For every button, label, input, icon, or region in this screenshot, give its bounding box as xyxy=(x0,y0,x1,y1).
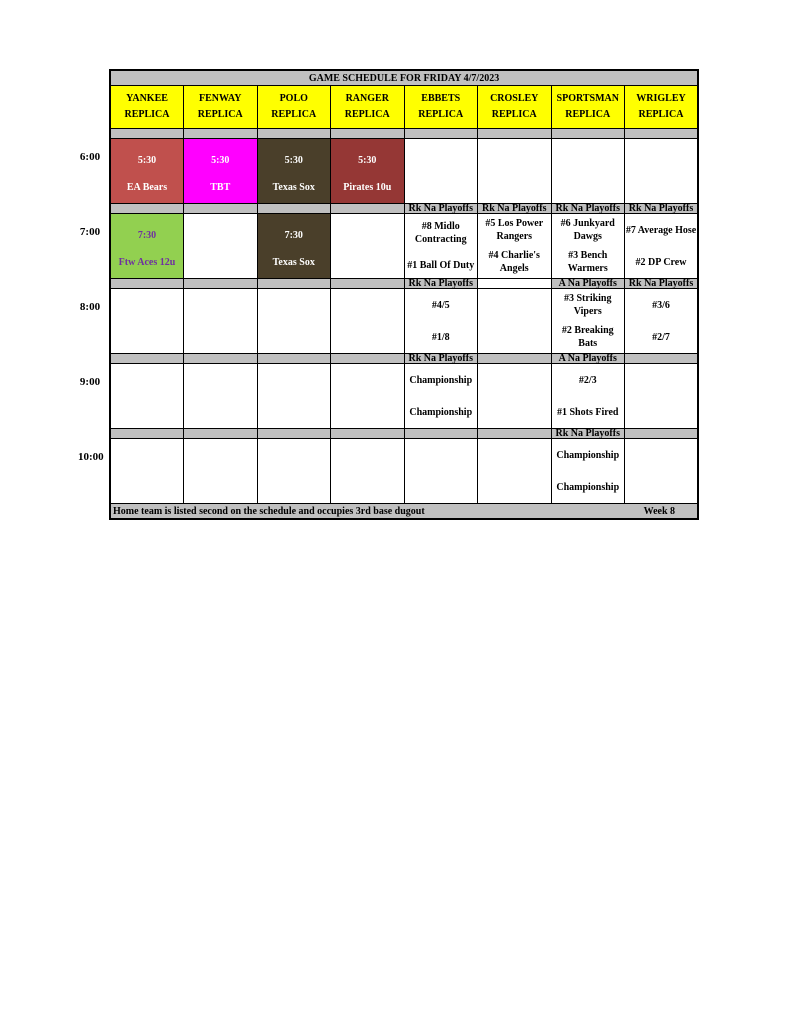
time-slot-row xyxy=(110,139,698,204)
division-label: Rk Na Playoffs xyxy=(404,279,478,289)
home-team: #1/8 xyxy=(431,331,450,343)
time-label: 10:00 xyxy=(78,450,104,463)
team-name: Ftw Aces 12u xyxy=(118,256,176,268)
home-team: #2 DP Crew xyxy=(635,256,687,268)
division-label: A Na Playoffs xyxy=(551,279,625,289)
time-label: 6:00 xyxy=(79,150,101,163)
empty-slot xyxy=(331,364,405,429)
field-name: SPORTSMAN xyxy=(556,93,619,104)
division-label xyxy=(404,129,478,139)
away-team: #7 Average Hose xyxy=(625,224,697,236)
game-time: 5:30 xyxy=(284,154,303,166)
division-label xyxy=(625,429,699,439)
division-label xyxy=(331,429,405,439)
division-row xyxy=(110,354,698,364)
empty-slot xyxy=(625,139,699,204)
game-time: 5:30 xyxy=(358,154,377,166)
division-label xyxy=(551,129,625,139)
game-cell xyxy=(184,139,258,204)
game-cell xyxy=(257,139,331,204)
empty-slot xyxy=(478,289,552,354)
game-cell xyxy=(257,214,331,279)
empty-slot xyxy=(478,364,552,429)
empty-slot xyxy=(184,439,258,504)
division-label xyxy=(184,204,258,214)
division-label xyxy=(184,354,258,364)
matchup-cell xyxy=(404,289,478,354)
matchup-cell xyxy=(551,214,625,279)
field-subtitle: REPLICA xyxy=(491,109,537,120)
home-team: #4 Charlie's Angels xyxy=(488,250,540,274)
division-label xyxy=(331,129,405,139)
field-name: RANGER xyxy=(345,93,389,104)
division-label: Rk Na Playoffs xyxy=(551,429,625,439)
away-team: #6 Junkyard Dawgs xyxy=(560,218,615,242)
field-subtitle: REPLICA xyxy=(418,109,464,120)
matchup-cell xyxy=(404,364,478,429)
home-team: #2 Breaking Bats xyxy=(561,325,614,349)
division-label xyxy=(110,279,184,289)
empty-slot xyxy=(331,439,405,504)
home-team: Championship xyxy=(409,406,473,418)
footer-row xyxy=(110,504,698,520)
field-header xyxy=(625,86,699,129)
away-team: #8 Midlo Contracting xyxy=(414,221,467,246)
empty-slot xyxy=(478,439,552,504)
home-team: Championship xyxy=(556,481,620,493)
field-header-row xyxy=(110,86,698,129)
division-label xyxy=(184,279,258,289)
empty-slot xyxy=(331,289,405,354)
division-label: Rk Na Playoffs xyxy=(625,204,699,214)
division-label xyxy=(331,354,405,364)
time-slot-row xyxy=(110,214,698,279)
division-label xyxy=(110,204,184,214)
division-row xyxy=(110,279,698,289)
division-label: Rk Na Playoffs xyxy=(404,204,478,214)
field-subtitle: REPLICA xyxy=(344,109,390,120)
field-name: EBBETS xyxy=(421,93,461,104)
field-subtitle: REPLICA xyxy=(124,109,170,120)
game-cell xyxy=(110,139,184,204)
team-name: Texas Sox xyxy=(272,256,315,268)
division-label xyxy=(478,429,552,439)
away-team: Championship xyxy=(409,374,473,386)
matchup-cell xyxy=(625,289,699,354)
matchup-cell xyxy=(404,214,478,279)
division-row xyxy=(110,204,698,214)
matchup-cell xyxy=(551,364,625,429)
week-label: Week 8 xyxy=(643,505,676,517)
schedule-table xyxy=(109,69,699,520)
away-team: #3/6 xyxy=(652,299,670,311)
game-time: 5:30 xyxy=(137,154,157,166)
empty-slot xyxy=(110,364,184,429)
field-header xyxy=(184,86,258,129)
team-name: EA Bears xyxy=(126,181,168,193)
empty-slot xyxy=(110,289,184,354)
division-row xyxy=(110,429,698,439)
away-team: #5 Los Power Rangers xyxy=(485,218,544,242)
division-label xyxy=(404,429,478,439)
team-name: Texas Sox xyxy=(272,181,315,193)
empty-slot xyxy=(184,289,258,354)
division-label xyxy=(184,429,258,439)
empty-slot xyxy=(625,364,699,429)
division-label xyxy=(257,429,331,439)
division-label xyxy=(110,354,184,364)
field-header xyxy=(551,86,625,129)
home-team: #1 Shots Fired xyxy=(557,406,619,418)
field-header xyxy=(331,86,405,129)
empty-slot xyxy=(257,289,331,354)
game-cell xyxy=(110,214,184,279)
empty-slot xyxy=(404,439,478,504)
away-team: Championship xyxy=(556,449,620,461)
empty-slot xyxy=(257,439,331,504)
away-team: #3 Striking Vipers xyxy=(563,293,612,317)
empty-slot xyxy=(184,214,258,279)
time-label: 8:00 xyxy=(79,300,101,313)
empty-slot xyxy=(331,214,405,279)
field-name: WRIGLEY xyxy=(636,93,686,104)
home-team: #2/7 xyxy=(652,331,670,343)
time-label: 9:00 xyxy=(79,375,101,388)
team-name: Pirates 10u xyxy=(343,181,392,193)
time-slot-row xyxy=(110,289,698,354)
game-cell xyxy=(331,139,405,204)
game-time: 7:30 xyxy=(137,229,157,241)
field-name: CROSLEY xyxy=(490,93,539,104)
field-header xyxy=(110,86,184,129)
time-label: 7:00 xyxy=(79,225,101,238)
footer xyxy=(110,504,698,520)
field-header xyxy=(257,86,331,129)
footer-note: Home team is listed second on the schedule and occupies 3rd base dugout xyxy=(113,505,425,517)
field-name: POLO xyxy=(279,93,308,104)
empty-slot xyxy=(257,364,331,429)
division-label xyxy=(478,129,552,139)
division-label xyxy=(184,129,258,139)
home-team: #1 Ball Of Duty xyxy=(407,259,475,271)
division-label xyxy=(257,204,331,214)
field-name: FENWAY xyxy=(199,93,242,104)
division-label xyxy=(110,129,184,139)
field-subtitle: REPLICA xyxy=(197,109,243,120)
game-time: 7:30 xyxy=(284,229,303,241)
away-team: #2/3 xyxy=(578,374,597,386)
empty-slot xyxy=(478,139,552,204)
time-slot-row xyxy=(110,364,698,429)
division-label: Rk Na Playoffs xyxy=(478,204,552,214)
division-label: A Na Playoffs xyxy=(551,354,625,364)
division-label: Rk Na Playoffs xyxy=(625,279,699,289)
empty-slot xyxy=(110,439,184,504)
division-label xyxy=(110,429,184,439)
matchup-cell xyxy=(551,289,625,354)
schedule-title: GAME SCHEDULE FOR FRIDAY 4/7/2023 xyxy=(110,70,698,86)
division-label: Rk Na Playoffs xyxy=(404,354,478,364)
time-slot-row xyxy=(110,439,698,504)
division-label xyxy=(331,279,405,289)
field-subtitle: REPLICA xyxy=(565,109,611,120)
division-label xyxy=(625,129,699,139)
field-name: YANKEE xyxy=(126,93,168,104)
away-team: #4/5 xyxy=(431,299,450,311)
field-header xyxy=(478,86,552,129)
division-label xyxy=(257,354,331,364)
division-label xyxy=(478,354,552,364)
matchup-cell xyxy=(478,214,552,279)
empty-slot xyxy=(404,139,478,204)
empty-slot xyxy=(184,364,258,429)
division-label xyxy=(478,279,552,289)
matchup-cell xyxy=(625,214,699,279)
empty-slot xyxy=(551,139,625,204)
division-label: Rk Na Playoffs xyxy=(551,204,625,214)
matchup-cell xyxy=(551,439,625,504)
division-label xyxy=(625,354,699,364)
field-header xyxy=(404,86,478,129)
division-label xyxy=(257,279,331,289)
field-subtitle: REPLICA xyxy=(271,109,317,120)
team-name: TBT xyxy=(210,181,231,193)
division-label xyxy=(331,204,405,214)
division-row xyxy=(110,129,698,139)
division-label xyxy=(257,129,331,139)
empty-slot xyxy=(625,439,699,504)
home-team: #3 Bench Warmers xyxy=(567,250,608,274)
field-subtitle: REPLICA xyxy=(638,109,684,120)
game-time: 5:30 xyxy=(211,154,230,166)
